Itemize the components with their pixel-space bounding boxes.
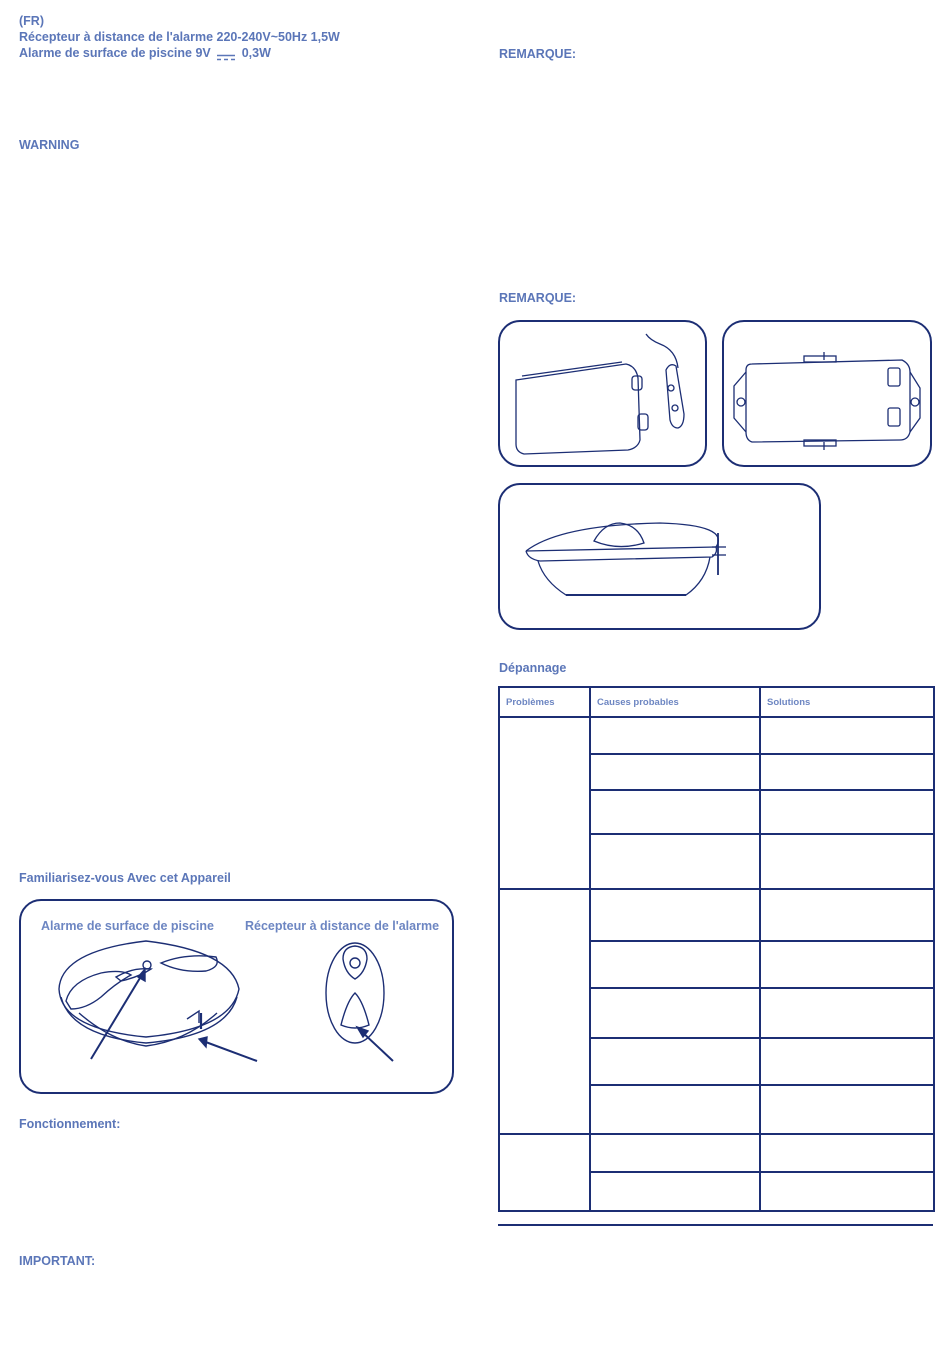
- table-cell: [499, 889, 590, 1134]
- table-cell: [590, 790, 760, 834]
- troubleshooting-heading: Dépannage: [499, 661, 567, 675]
- battery-box-figure: [498, 320, 707, 467]
- table-cell: [499, 717, 590, 889]
- table-header-row: [499, 687, 934, 717]
- table-row: [499, 889, 934, 941]
- warning-heading: WARNING: [19, 138, 80, 152]
- table-cell: [760, 754, 934, 790]
- table-cell: [760, 1172, 934, 1211]
- remark-heading-2: REMARQUE:: [499, 291, 577, 305]
- table-cell: [590, 988, 760, 1038]
- table-header-solutions: Solutions: [760, 687, 934, 717]
- battery-holder-illustration: [724, 322, 930, 465]
- table-cell: [590, 834, 760, 889]
- table-cell: [760, 941, 934, 988]
- table-row: [499, 717, 934, 754]
- side-view-figure: [498, 483, 821, 630]
- pool-alarm-side-illustration: [500, 485, 819, 628]
- remark-heading-1: REMARQUE:: [499, 47, 577, 61]
- table-row: [499, 1134, 934, 1172]
- table-cell: [760, 790, 934, 834]
- receiver-spec: Récepteur à distance de l'alarme 220-240V~50Hz 1,5W: [19, 30, 340, 44]
- troubleshooting-table: [498, 686, 935, 1212]
- table-cell: [590, 889, 760, 941]
- table-cell: [760, 889, 934, 941]
- receiver-caption: Récepteur à distance de l'alarme: [245, 919, 440, 933]
- table-cell: [590, 1134, 760, 1172]
- table-cell: [760, 1085, 934, 1134]
- table-cell: [590, 754, 760, 790]
- language-code: (FR): [19, 14, 44, 28]
- device-figure-panel: [19, 899, 454, 1094]
- table-header-problems: Problèmes: [499, 687, 590, 717]
- table-cell: [760, 1038, 934, 1085]
- table-cell: [760, 988, 934, 1038]
- device-illustration: [21, 901, 453, 1093]
- pool-alarm-spec: [19, 46, 271, 61]
- table-cell: [499, 1134, 590, 1211]
- table-cell: [760, 717, 934, 754]
- table-cell: [590, 941, 760, 988]
- table-cell: [760, 1134, 934, 1172]
- table-header-causes: Causes probables: [590, 687, 760, 717]
- table-cell: [590, 1038, 760, 1085]
- table-cell: [590, 717, 760, 754]
- pool-alarm-power: 0,3W: [241, 46, 271, 60]
- dc-symbol-icon: [217, 50, 235, 57]
- pool-alarm-caption: Alarme de surface de piscine: [41, 919, 214, 933]
- table-cell: [590, 1085, 760, 1134]
- important-heading: IMPORTANT:: [19, 1254, 96, 1268]
- table-cell: [760, 834, 934, 889]
- operation-heading: Fonctionnement:: [19, 1117, 121, 1131]
- pool-alarm-spec-text: Alarme de surface de piscine 9V: [19, 46, 211, 60]
- table-cell: [590, 1172, 760, 1211]
- familiarize-heading: Familiarisez-vous Avec cet Appareil: [19, 871, 231, 885]
- bottom-rule: [498, 1224, 933, 1226]
- battery-compartment-illustration: [500, 322, 705, 465]
- battery-holder-figure: [722, 320, 932, 467]
